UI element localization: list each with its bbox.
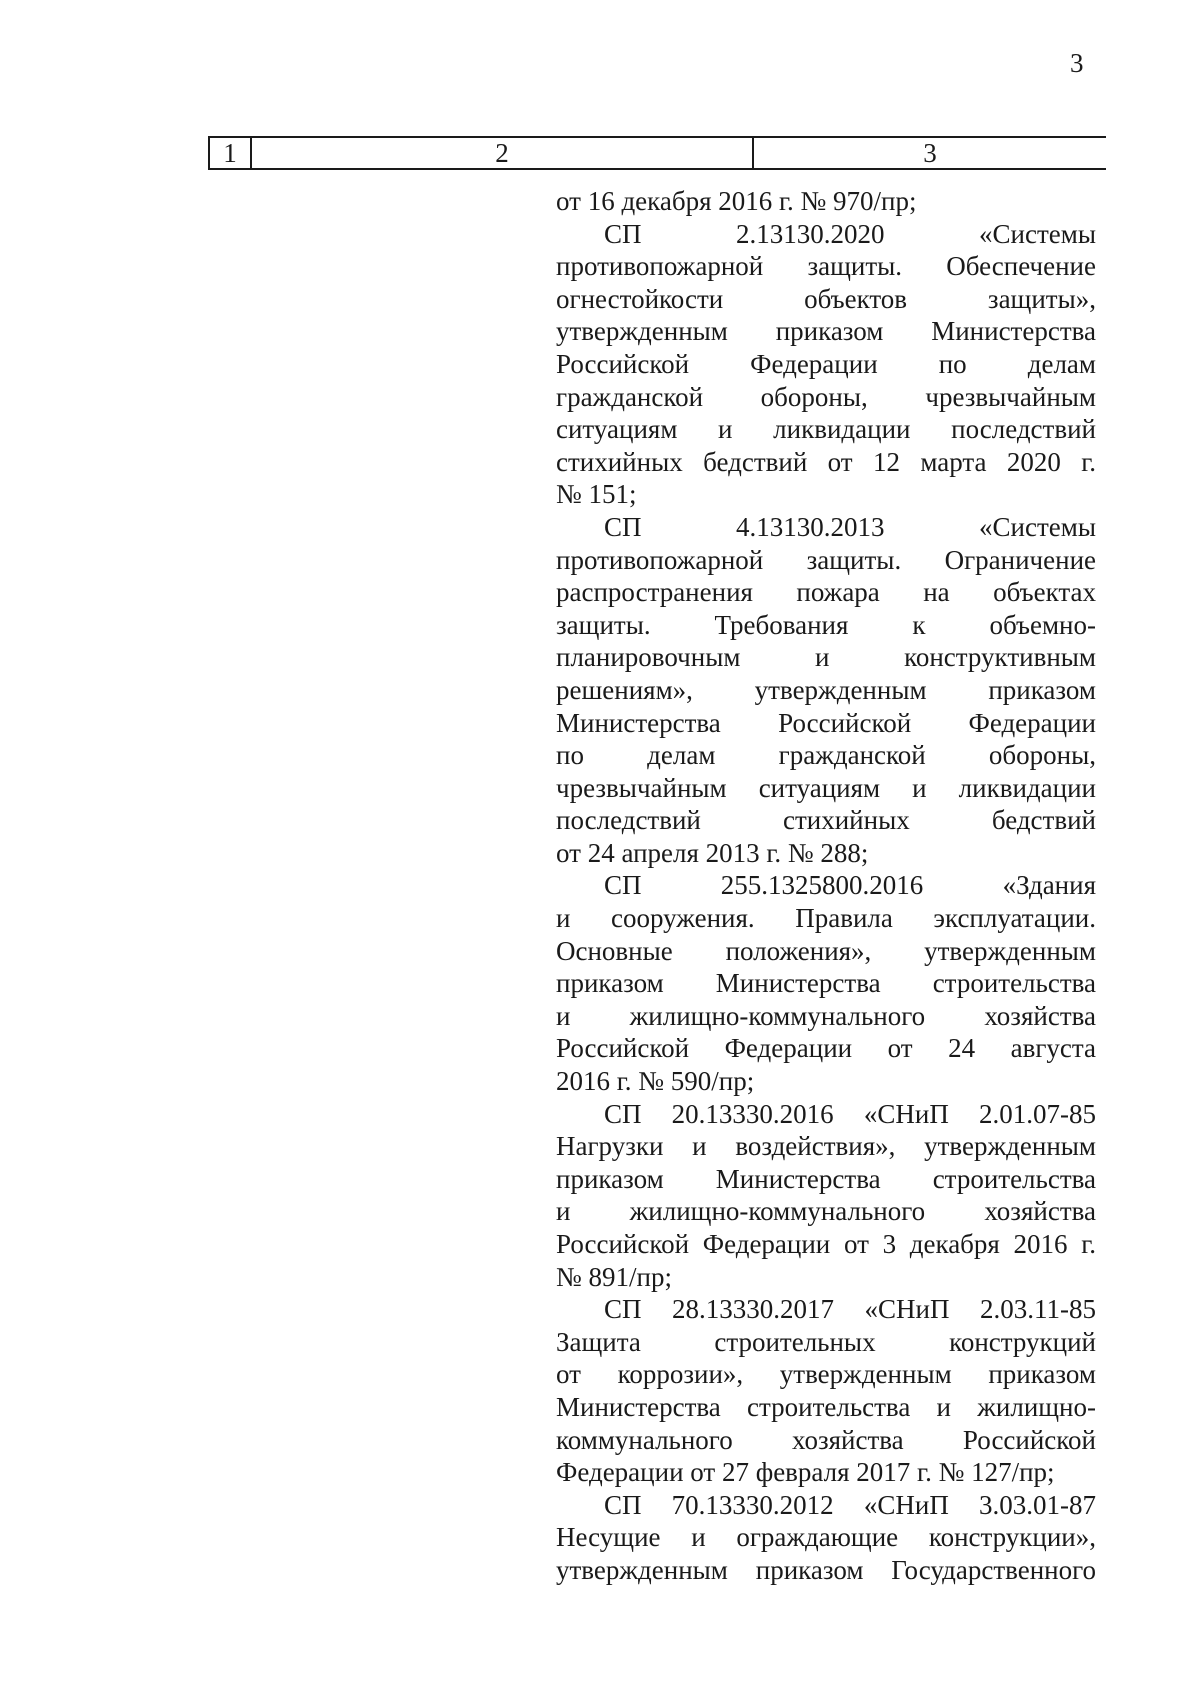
regulation-entry bbox=[556, 1293, 1096, 1489]
text-line: СП 20.13330.2016 «СНиП 2.01.07-85 bbox=[604, 1098, 1096, 1129]
text-line: приказом Министерства строительства bbox=[556, 1163, 1096, 1194]
column-header-2: 2 bbox=[252, 138, 754, 168]
page-number: 3 bbox=[1070, 48, 1084, 78]
text-line: от 16 декабря 2016 г. № 970/пр; bbox=[556, 186, 917, 216]
text-line: от коррозии», утвержденным приказом bbox=[556, 1359, 1096, 1390]
regulation-entry bbox=[556, 185, 1096, 218]
text-line: № 151; bbox=[556, 479, 637, 510]
text-line: Министерства строительства и жилищно- bbox=[556, 1391, 1096, 1422]
text-line: противопожарной защиты. Обеспечение bbox=[556, 251, 1096, 282]
text-line: и сооружения. Правила эксплуатации. bbox=[556, 903, 1096, 934]
text-line: Федерации от 27 февраля 2017 г. № 127/пр; bbox=[556, 1457, 1055, 1488]
text-line: и жилищно-коммунального хозяйства bbox=[556, 1196, 1096, 1227]
text-line: СП 255.1325800.2016 «Здания bbox=[604, 870, 1096, 901]
text-line: чрезвычайным ситуациям и ликвидации bbox=[556, 772, 1096, 803]
text-line: гражданской обороны, чрезвычайным bbox=[556, 381, 1096, 412]
text-line: Защита строительных конструкций bbox=[556, 1326, 1096, 1357]
text-line: планировочным и конструктивным bbox=[556, 642, 1096, 673]
column-header-3: 3 bbox=[923, 138, 937, 168]
text-line: огнестойкости объектов защиты», bbox=[556, 283, 1096, 314]
text-line: по делам гражданской обороны, bbox=[556, 740, 1096, 771]
text-line: от 24 апреля 2013 г. № 288; bbox=[556, 837, 869, 868]
text-line: Российской Федерации по делам bbox=[556, 348, 1096, 379]
text-line: распространения пожара на объектах bbox=[556, 577, 1096, 608]
text-line: СП 4.13130.2013 «Системы bbox=[604, 511, 1096, 542]
regulation-entry bbox=[556, 869, 1096, 1097]
text-line: решениям», утвержденным приказом bbox=[556, 674, 1096, 705]
regulation-entry bbox=[556, 1489, 1096, 1587]
text-line: СП 28.13330.2017 «СНиП 2.03.11-85 bbox=[604, 1294, 1096, 1325]
text-line: утвержденным приказом Министерства bbox=[556, 316, 1096, 347]
text-line: № 891/пр; bbox=[556, 1261, 672, 1292]
text-line: последствий стихийных бедствий bbox=[556, 805, 1096, 836]
text-line: ситуациям и ликвидации последствий bbox=[556, 414, 1096, 445]
text-line: Министерства Российской Федерации bbox=[556, 707, 1096, 738]
table-header-row bbox=[208, 136, 1106, 170]
text-line: Основные положения», утвержденным bbox=[556, 935, 1096, 966]
text-line: Российской Федерации от 24 августа bbox=[556, 1033, 1096, 1064]
text-line: СП 70.13330.2012 «СНиП 3.03.01-87 bbox=[604, 1489, 1096, 1520]
text-line: СП 2.13130.2020 «Системы bbox=[604, 218, 1096, 249]
text-line: Несущие и ограждающие конструкции», bbox=[556, 1522, 1096, 1553]
text-line: приказом Министерства строительства bbox=[556, 968, 1096, 999]
text-line: противопожарной защиты. Ограничение bbox=[556, 544, 1096, 575]
text-line: Нагрузки и воздействия», утвержденным bbox=[556, 1131, 1096, 1162]
text-line: 2016 г. № 590/пр; bbox=[556, 1066, 755, 1097]
text-line: стихийных бедствий от 12 марта 2020 г. bbox=[556, 446, 1096, 477]
column-3-content bbox=[556, 185, 1096, 1587]
text-line: утвержденным приказом Государственного bbox=[556, 1554, 1096, 1585]
regulation-entry bbox=[556, 1098, 1096, 1294]
text-line: и жилищно-коммунального хозяйства bbox=[556, 1000, 1096, 1031]
column-header-1: 1 bbox=[208, 138, 252, 168]
regulation-entry bbox=[556, 218, 1096, 511]
regulation-entry bbox=[556, 511, 1096, 870]
text-line: Российской Федерации от 3 декабря 2016 г. bbox=[556, 1229, 1096, 1259]
text-line: коммунального хозяйства Российской bbox=[556, 1424, 1096, 1455]
text-line: защиты. Требования к объемно- bbox=[556, 609, 1096, 640]
